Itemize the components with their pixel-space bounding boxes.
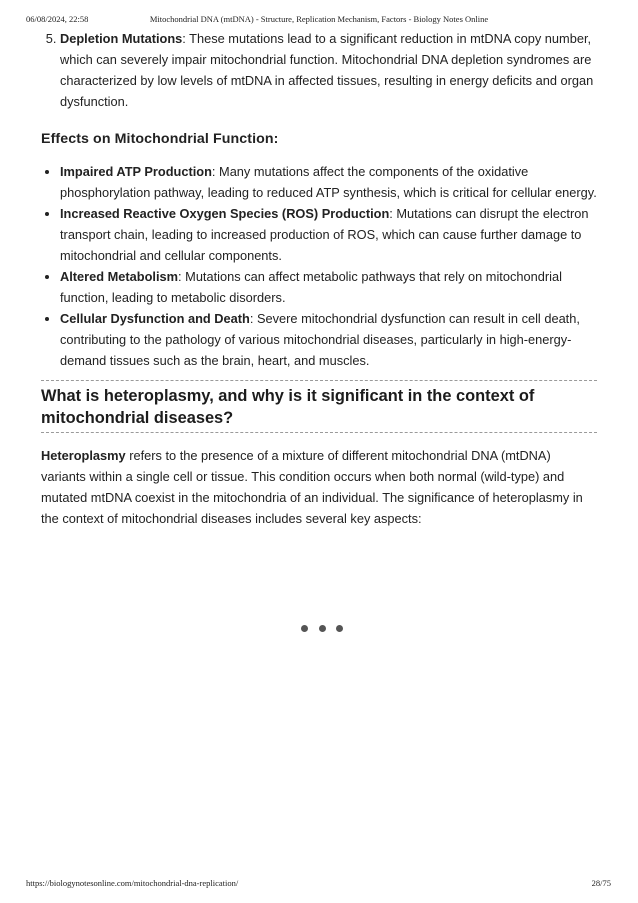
faq-answer-paragraph xyxy=(41,445,597,529)
effect-term: Impaired ATP Production xyxy=(60,164,212,179)
effect-text: : Mutations can affect metabolic pathways that rely on mitochondrial function, leading to metabolic disorders. xyxy=(60,269,562,305)
list-item-impaired-atp xyxy=(60,161,597,203)
effects-list xyxy=(41,161,597,371)
print-page-number: 28/75 xyxy=(591,878,611,888)
loading-dot xyxy=(301,625,308,632)
effects-heading: Effects on Mitochondrial Function: xyxy=(41,131,279,147)
print-footer xyxy=(0,878,638,892)
list-item-ros-production xyxy=(60,203,597,266)
list-item-altered-metabolism xyxy=(60,266,597,308)
mutation-types-list xyxy=(41,28,597,112)
list-item-depletion-mutations xyxy=(60,28,597,112)
answer-term: Heteroplasmy xyxy=(41,448,126,463)
faq-question-heading: What is heteroplasmy, and why is it significant in the context of mitochondrial diseases? xyxy=(41,387,535,427)
loading-dot xyxy=(336,625,343,632)
loading-dot xyxy=(319,625,326,632)
loading-dots-icon xyxy=(301,625,343,633)
depletion-text: : These mutations lead to a significant reduction in mtDNA copy number, which can severely impair mitochondrial function. Mitochondrial DNA depletion syndromes are characterized by low levels of mtDNA in affected tissues, resulting in energy deficits and organ dysfunction. xyxy=(60,31,594,109)
effect-text: : Many mutations affect the components of the oxidative phosphorylation pathway, leading to reduced ATP synthesis, which is critical for cellular energy. xyxy=(60,164,597,200)
print-page-title: Mitochondrial DNA (mtDNA) - Structure, Replication Mechanism, Factors - Biology Notes Online xyxy=(149,14,489,24)
effect-text: : Mutations can disrupt the electron transport chain, leading to increased production of ROS, which can cause further damage to mitochondrial and cellular components. xyxy=(60,206,589,263)
answer-text: refers to the presence of a mixture of different mitochondrial DNA (mtDNA) variants within a single cell or tissue. This condition occurs when both normal (wild-type) and mutated mtDNA coexist in the mitochondria of an individual. The significance of heteroplasmy in the context of mitochondrial diseases includes several key aspects: xyxy=(41,448,583,526)
print-header xyxy=(0,14,638,28)
list-item-cellular-dysfunction xyxy=(60,308,597,371)
print-datetime: 06/08/2024, 22:58 xyxy=(26,14,89,24)
effect-term: Altered Metabolism xyxy=(60,269,179,284)
article-content xyxy=(41,28,597,529)
print-url: https://biologynotesonline.com/mitochondrial-dna-replication/ xyxy=(26,878,239,888)
depletion-term: Depletion Mutations xyxy=(60,31,183,46)
effect-term: Increased Reactive Oxygen Species (ROS) Production xyxy=(60,206,390,221)
faq-question-block xyxy=(41,380,597,433)
effect-term: Cellular Dysfunction and Death xyxy=(60,311,250,326)
effect-text: : Severe mitochondrial dysfunction can result in cell death, contributing to the pathology of various mitochondrial diseases, particularly in high-energy-demand tissues such as the brain, heart, and muscles. xyxy=(60,311,580,368)
